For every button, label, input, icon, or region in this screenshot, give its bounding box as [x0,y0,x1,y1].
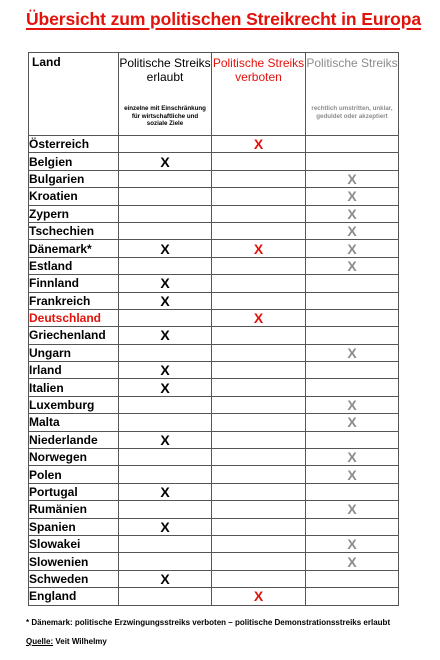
mark-forbidden [212,292,306,309]
mark-forbidden [212,449,306,466]
mark-disputed: X [306,466,399,483]
mark-disputed [306,431,399,448]
mark-allowed: X [119,275,212,292]
table-row [29,396,399,413]
mark-forbidden [212,431,306,448]
table-row [29,292,399,309]
mark-allowed: X [119,292,212,309]
table-row [29,570,399,587]
mark-forbidden [212,501,306,518]
mark-disputed [306,588,399,605]
mark-disputed: X [306,414,399,431]
country-name: Italien [29,379,119,396]
country-name: Estland [29,257,119,274]
mark-disputed: X [306,501,399,518]
mark-allowed [119,535,212,552]
table-row [29,136,399,153]
header-allowed-note: einzelne mit Einschränkung für wirtschaftliche und soziale Ziele [124,105,206,127]
table-row [29,327,399,344]
mark-allowed [119,344,212,361]
mark-disputed: X [306,396,399,413]
mark-forbidden: X [212,240,306,257]
country-name: Slowenien [29,553,119,570]
mark-disputed [306,275,399,292]
mark-allowed [119,188,212,205]
mark-disputed [306,483,399,500]
mark-allowed [119,396,212,413]
country-name: Österreich [29,136,119,153]
country-name: Deutschland [29,309,119,326]
mark-forbidden [212,275,306,292]
mark-allowed [119,466,212,483]
mark-disputed [306,518,399,535]
country-name: Bulgarien [29,170,119,187]
mark-disputed [306,570,399,587]
mark-disputed: X [306,188,399,205]
mark-allowed: X [119,518,212,535]
mark-forbidden [212,466,306,483]
mark-forbidden [212,257,306,274]
header-allowed [119,53,212,136]
mark-allowed [119,222,212,239]
country-name: Dänemark* [29,240,119,257]
table-row [29,449,399,466]
table-row [29,153,399,170]
country-name: Tschechien [29,222,119,239]
mark-disputed: X [306,257,399,274]
footnote: * Dänemark: politische Erzwingungsstreiks verboten – politische Demonstrationsstreiks erlaubt [26,618,391,627]
source-label: Quelle: [26,637,54,646]
header-disputed-title: Politische Streiks [306,56,398,70]
country-name: Rumänien [29,501,119,518]
mark-allowed: X [119,379,212,396]
mark-forbidden [212,205,306,222]
mark-disputed: X [306,535,399,552]
country-name: Belgien [29,153,119,170]
source-author: Veit Wilhelmy [55,637,107,646]
mark-forbidden [212,188,306,205]
country-name: Malta [29,414,119,431]
table-row [29,535,399,552]
table-row [29,483,399,500]
mark-forbidden [212,518,306,535]
mark-allowed [119,553,212,570]
mark-allowed: X [119,431,212,448]
country-name: Irland [29,362,119,379]
mark-forbidden [212,553,306,570]
mark-allowed [119,449,212,466]
mark-forbidden [212,570,306,587]
strike-rights-table [28,52,399,606]
table-header-row [29,53,399,136]
mark-disputed [306,292,399,309]
page-title: Übersicht zum politischen Streikrecht in Europa [26,9,421,29]
mark-disputed [306,153,399,170]
header-disputed [306,53,399,136]
mark-allowed [119,257,212,274]
mark-forbidden [212,535,306,552]
country-name: Griechenland [29,327,119,344]
table-row [29,414,399,431]
header-land: Land [29,53,119,136]
header-forbidden-title: Politische Streiks verboten [212,56,305,84]
table-row [29,501,399,518]
mark-allowed [119,136,212,153]
table-row [29,240,399,257]
country-name: Zypern [29,205,119,222]
mark-forbidden: X [212,588,306,605]
mark-disputed [306,362,399,379]
mark-forbidden [212,414,306,431]
mark-allowed [119,414,212,431]
table-row [29,466,399,483]
table-row [29,362,399,379]
mark-disputed: X [306,205,399,222]
mark-disputed: X [306,170,399,187]
mark-disputed: X [306,553,399,570]
mark-forbidden [212,379,306,396]
mark-allowed: X [119,483,212,500]
table-row [29,431,399,448]
mark-forbidden [212,362,306,379]
mark-allowed [119,588,212,605]
country-name: Slowakei [29,535,119,552]
country-name: England [29,588,119,605]
table-row [29,170,399,187]
mark-forbidden [212,153,306,170]
mark-allowed: X [119,153,212,170]
source-line [26,637,107,646]
mark-forbidden [212,222,306,239]
table-row [29,379,399,396]
country-name: Luxemburg [29,396,119,413]
table-row [29,344,399,361]
country-name: Spanien [29,518,119,535]
mark-allowed [119,205,212,222]
header-allowed-title: Politische Streiks erlaubt [119,56,211,84]
table-row [29,257,399,274]
mark-disputed [306,379,399,396]
mark-allowed: X [119,362,212,379]
mark-disputed: X [306,344,399,361]
header-forbidden [212,53,306,136]
table-row [29,588,399,605]
mark-forbidden: X [212,136,306,153]
country-name: Niederlande [29,431,119,448]
mark-allowed: X [119,327,212,344]
table-row [29,553,399,570]
mark-forbidden [212,396,306,413]
mark-disputed [306,136,399,153]
mark-forbidden [212,327,306,344]
country-name: Finnland [29,275,119,292]
mark-disputed [306,327,399,344]
mark-disputed: X [306,240,399,257]
mark-forbidden: X [212,309,306,326]
table-row [29,205,399,222]
mark-forbidden [212,344,306,361]
country-name: Ungarn [29,344,119,361]
table-row [29,309,399,326]
country-name: Norwegen [29,449,119,466]
mark-disputed: X [306,449,399,466]
country-name: Kroatien [29,188,119,205]
country-name: Schweden [29,570,119,587]
country-name: Polen [29,466,119,483]
table-row [29,188,399,205]
mark-allowed [119,170,212,187]
table-row [29,222,399,239]
mark-allowed: X [119,570,212,587]
mark-allowed [119,309,212,326]
mark-forbidden [212,170,306,187]
country-name: Frankreich [29,292,119,309]
table-row [29,518,399,535]
country-name: Portugal [29,483,119,500]
header-disputed-note: rechtlich umstritten, unklar, geduldet oder akzeptiert [311,105,393,120]
mark-forbidden [212,483,306,500]
mark-allowed: X [119,240,212,257]
table-row [29,275,399,292]
mark-allowed [119,501,212,518]
mark-disputed [306,309,399,326]
mark-disputed: X [306,222,399,239]
